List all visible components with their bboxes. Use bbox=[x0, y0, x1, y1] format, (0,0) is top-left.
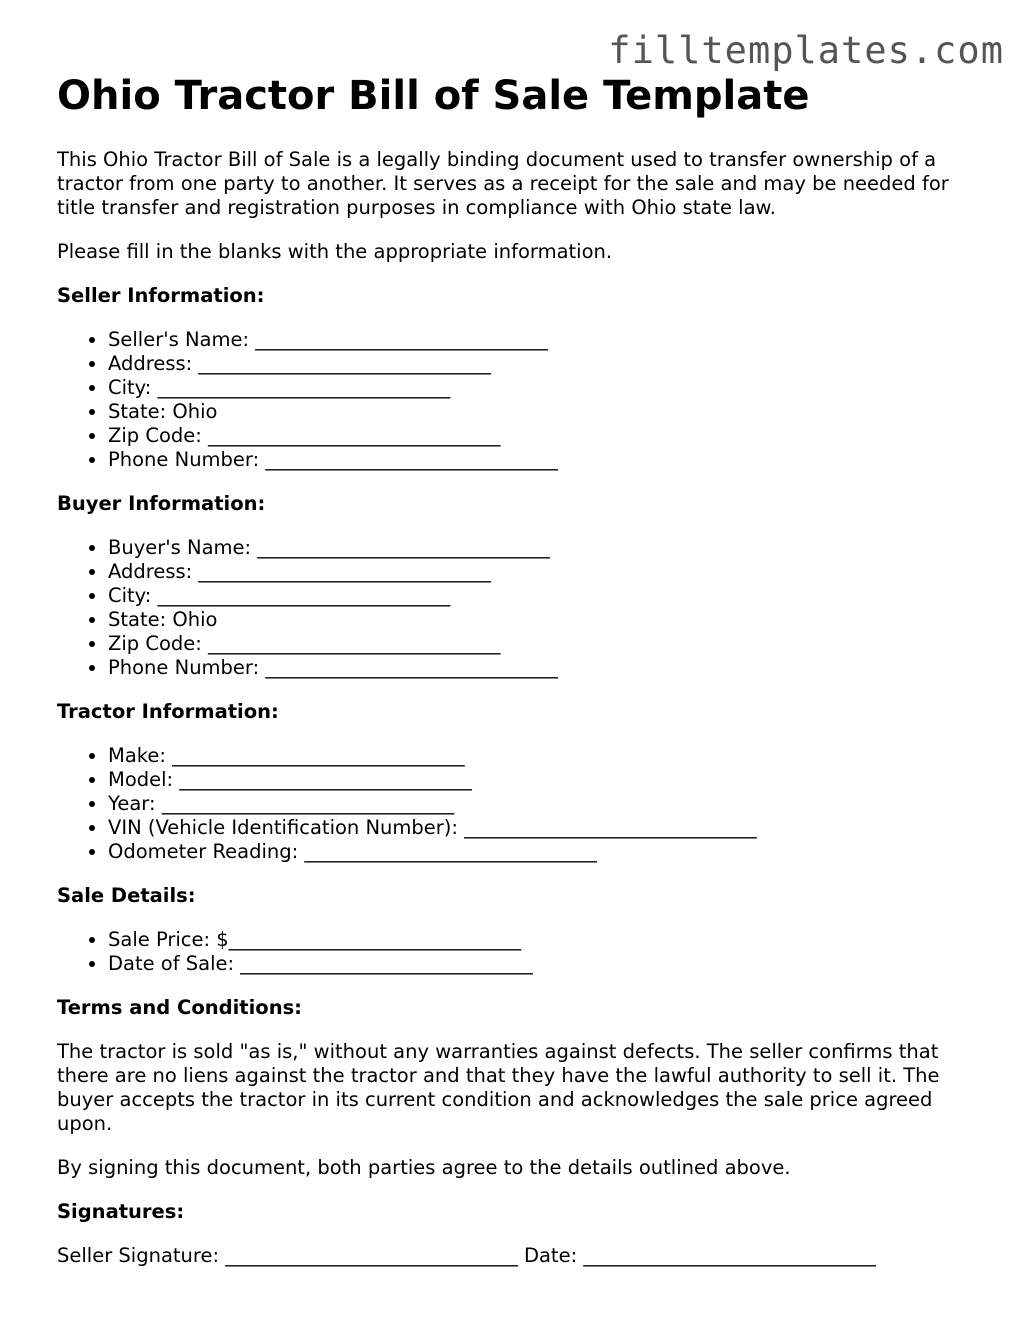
tractor-list bbox=[57, 744, 977, 864]
sale-heading: Sale Details: bbox=[57, 884, 196, 907]
seller-signature-line: Seller Signature: ______________________________ Date: ______________________________ bbox=[57, 1244, 876, 1267]
tractor-vin-field: • VIN (Vehicle Identification Number): ______________________________ bbox=[108, 816, 977, 840]
buyer-phone-field: • Phone Number: ______________________________ bbox=[108, 656, 977, 680]
tractor-make-field: • Make: ______________________________ bbox=[108, 744, 977, 768]
intro-paragraph: This Ohio Tractor Bill of Sale is a legally binding document used to transfer ownership of a tractor from one party to another. It serves as a receipt for the sale and may be needed for title transfer and registration purposes in compliance with Ohio state law. bbox=[57, 148, 949, 219]
buyer-zip-field: • Zip Code: ______________________________ bbox=[108, 632, 977, 656]
page-title: Ohio Tractor Bill of Sale Template bbox=[57, 73, 810, 119]
seller-name-field: • Seller's Name: ______________________________ bbox=[108, 328, 977, 352]
seller-city-field: • City: ______________________________ bbox=[108, 376, 977, 400]
signatures-heading: Signatures: bbox=[57, 1200, 185, 1223]
seller-state-field: • State: Ohio bbox=[108, 400, 977, 424]
watermark: filltemplates.com bbox=[608, 29, 1004, 72]
tractor-heading: Tractor Information: bbox=[57, 700, 279, 723]
buyer-city-field: • City: ______________________________ bbox=[108, 584, 977, 608]
sale-date-field: • Date of Sale: ______________________________ bbox=[108, 952, 977, 976]
instructions-paragraph: Please fill in the blanks with the appropriate information. bbox=[57, 240, 613, 263]
seller-zip-field: • Zip Code: ______________________________ bbox=[108, 424, 977, 448]
buyer-heading: Buyer Information: bbox=[57, 492, 266, 515]
buyer-state-field: • State: Ohio bbox=[108, 608, 977, 632]
seller-list bbox=[57, 328, 977, 472]
document-page bbox=[57, 72, 977, 1288]
sale-list bbox=[57, 928, 977, 976]
tractor-model-field: • Model: ______________________________ bbox=[108, 768, 977, 792]
seller-address-field: • Address: ______________________________ bbox=[108, 352, 977, 376]
buyer-list bbox=[57, 536, 977, 680]
agreement-paragraph: By signing this document, both parties agree to the details outlined above. bbox=[57, 1156, 791, 1179]
tractor-odometer-field: • Odometer Reading: ______________________________ bbox=[108, 840, 977, 864]
seller-heading: Seller Information: bbox=[57, 284, 265, 307]
terms-paragraph: The tractor is sold "as is," without any warranties against defects. The seller confirms that there are no liens against the tractor and that they have the lawful authority to sell it. The buyer accepts the tractor in its current condition and acknowledges the sale price agreed upon. bbox=[57, 1040, 940, 1135]
sale-price-field: • Sale Price: $______________________________ bbox=[108, 928, 977, 952]
buyer-address-field: • Address: ______________________________ bbox=[108, 560, 977, 584]
tractor-year-field: • Year: ______________________________ bbox=[108, 792, 977, 816]
buyer-name-field: • Buyer's Name: ______________________________ bbox=[108, 536, 977, 560]
seller-phone-field: • Phone Number: ______________________________ bbox=[108, 448, 977, 472]
terms-heading: Terms and Conditions: bbox=[57, 996, 302, 1019]
